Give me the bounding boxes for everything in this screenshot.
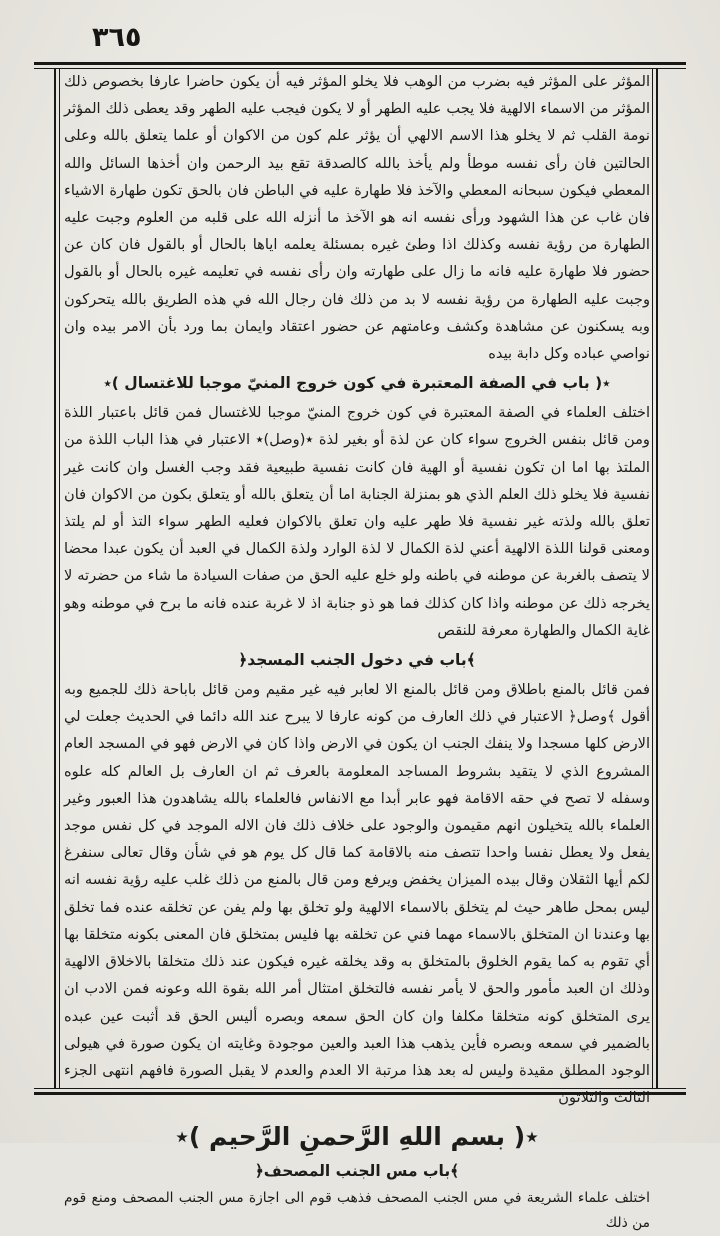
page-number: ٣٦٥ <box>92 22 142 53</box>
left-border-rule <box>54 69 60 1088</box>
chapter-heading-junub-mosque: ﴾باب في دخول الجنب المسجد﴿ <box>238 651 476 670</box>
paragraph-ghusl-cause: اختلف العلماء في الصفة المعتبرة في كون خروج المنيّ موجبا للاغتسال فمن قائل باعتبار اللذة ومن قائل بنفس الخروج سواء كان عن لذة أو بغير لذة ٭(وصل)٭ الاعتبار في هذا الباب اللذة من الملتذ بها اما ان تكون نفسية أو الهية فان كانت نفسية طبيعية فقد وجب الغسل وان كانت غير نفسية فلا يخلو ذلك العلم الذي هو بمنزلة الجنابة اما أن يتعلق بالله أو يتعلق بكون من الاكوان فان تعلق بالله ولذته غير نفسية فلا طهر عليه وان تعلق بالاكوان فعليه الطهر سواء التذ أو لم يلتذ ومعنى قولنا اللذة الالهية أعني لذة الكمال لا لذة الوارد ولذة الكمال في العبد أن يكون عبدا محضا لا يتصف بالغربة عن موطنه في باطنه ولو خلع عليه الحق من صفات السيادة ما شاء من حضرته لا يخرجه ذلك عن موطنه واذا كان كذلك فما هو ذو جنابة اذ لا غربة عنده فانه ما برح في موطنه وهو غاية الكمال والطهارة معرفة للنقص <box>64 404 650 639</box>
chapter-heading-ghusl-cause: ٭( باب في الصفة المعتبرة في كون خروج المنيّ موجبا للاغتسال )٭ <box>103 374 611 393</box>
chapter-heading-junub-mushaf: ﴾باب مس الجنب المصحف﴿ <box>254 1162 460 1181</box>
right-border-rule <box>652 69 658 1088</box>
paragraph-junub-mosque: فمن قائل بالمنع باطلاق ومن قائل بالمنع الا لعابر فيه غير مقيم ومن قائل باباحة ذلك للجميع وبه أقول ﴾وصل﴿ الاعتبار في ذلك العارف من كونه عارفا لا يبرح عند الله دائما في الحديث جعلت لي الارض كلها مسجدا ولا ينفك الجنب ان يكون في الارض واذا كان في الارض فهو في المسجد العام المشروع الذي لا يتقيد بشروط المساجد المعلومة بالعرف ثم ان العارف بل العالم كله علوه وسفله لا تصح في حقه الاقامة فهو عابر أبدا مع الانفاس فالعلماء بالله يشاهدون هذا العبور وغير العلماء بالله يتخيلون انهم مقيمون والوجود على خلاف ذلك فان الاله الموجد في كل نفس موجد يفعل ولا يعطل نفسا واحدا تتصف منه بالاقامة كما قال كل يوم هو في شأن وقال تعالى سنفرغ لكم أيها الثقلان وقال بيده الميزان يخفض ويرفع ومن قال بالمنع من ذلك غلب عليه رؤية نفسه انه ليس بمحل طاهر حيث لم يتخلق بالاسماء الالهية ولو تخلق بها ولم يفن عن تخلقه عنده فما تخلق بها وعندنا ان المتخلق بالاسماء مهما فني عن تخلقه بها فليس بمتخلق فان المعنى بكونه متخلقا بها أي تقوم به كما يقوم الخلوق بالمتخلق به وقد يخلقه غيره فيكون عند ذلك متخلقا بالاخلاق الالهية وذلك ان العبد مأمور والحق لا يأمر نفسه فالتخلق امتثال أمر الله بقوة الله وعونه فمن الادب ان يرى المتخلق كونه متخلقا مكلفا وان كان الحق سمعه وبصره أليس الحق قد أثبت عين عبده بالضمير في سمعه وبصره فأين يذهب هذا العبد والعين موجودة وغايته ان يكون صورة في هيولى الوجود المطلق مقيدة وليس له بعد هذا مرتبة الا العدم والعدم لا يقبل الصورة فافهم انتهى الجزء الثالث والثلاثون <box>64 681 650 1107</box>
paragraph-purity-of-influence: المؤثر على المؤثر فيه بضرب من الوهب فلا يخلو المؤثر فيه أن يكون حاضرا عارفا بخصوص ذلك المؤثر من الاسماء الالهية فلا يجب عليه الطهر أو لا يكون فيجب عليه الطهر وقد يعطى ذلك المؤثر نومة القلب ثم لا يخلو هذا الاسم الالهي أن يؤثر علم كون من الاكوان أو علما يتعلق بالله وعلى الحالتين فان رأى نفسه موطأ ولم يأخذ بالله كالصدقة تقع بيد الرحمن وان أخذها السائل والله المعطي فيكون سبحانه المعطي والآخذ فلا طهارة عليه في الباطن فان بالحق تكون طهارة الاشياء فان غاب عن هذا الشهود ورأى نفسه انه هو الآخذ ما أنزله الله على قلبه من العلوم وجبت عليه الطهارة من رؤية نفسه وكذلك اذا وطئ غيره بمسئلة يعلمه اياها بالحال أو بالقول فان كان عن حضور فلا طهارة عليه فانه ما زال على طهارته وان رأى نفسه في تعليمه غيره بالحال أو بالقول وجبت عليه الطهارة من رؤية نفسه لا بد من ذلك فان رجال الله في هذه الطريق بالله يتحركون وبه يسكنون عن مشاهدة وكشف وعامتهم عن حضور اعتقاد وايمان بما ورد بأن الامر بيده وان نواصي عباده وكل دابة بيده <box>64 73 650 363</box>
basmala: ٭( بسم اللهِ الرَّحمنِ الرَّحيم )٭ <box>175 1122 539 1152</box>
text-frame <box>64 68 650 1232</box>
paragraph-junub-mushaf: اختلف علماء الشريعة في مس الجنب المصحف فذهب قوم الى اجازة مس الجنب المصحف ومنع قوم من ذلك <box>64 1190 650 1232</box>
